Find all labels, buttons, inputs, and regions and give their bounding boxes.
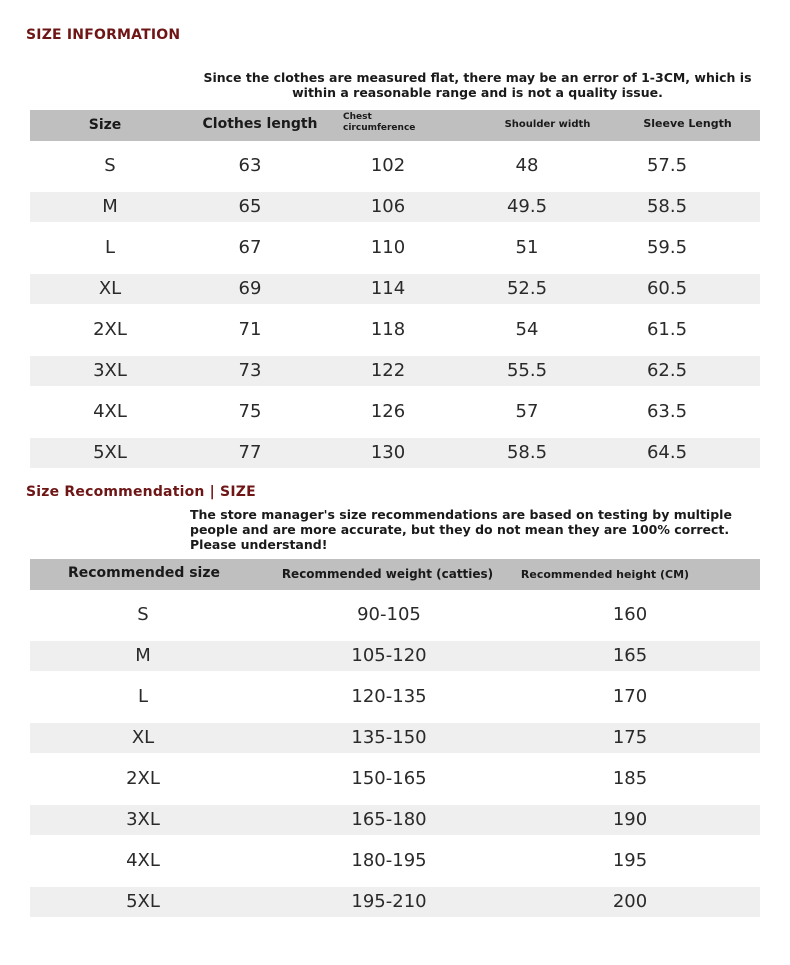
cell-height: 165 xyxy=(612,645,648,666)
cell-weight: 90-105 xyxy=(357,604,421,625)
cell-chest: 106 xyxy=(370,196,406,217)
cell-sleeve: 61.5 xyxy=(646,319,688,340)
table-row xyxy=(30,233,760,263)
cell-weight: 135-150 xyxy=(351,727,427,748)
cell-sleeve: 63.5 xyxy=(646,401,688,422)
table-row xyxy=(30,192,760,222)
cell-weight: 150-165 xyxy=(351,768,427,789)
cell-shoulder: 49.5 xyxy=(506,196,548,217)
cell-size: 3XL xyxy=(126,809,160,830)
table-row xyxy=(30,846,760,876)
header-chest-line2: circumference xyxy=(343,123,416,133)
header-chest-circumference xyxy=(343,112,415,134)
header-size: Size xyxy=(88,117,122,133)
header-recommended-height: Recommended height (CM) xyxy=(520,568,690,581)
cell-chest: 114 xyxy=(370,278,406,299)
cell-size: S xyxy=(104,155,116,176)
cell-size: XL xyxy=(98,278,122,299)
table-row xyxy=(30,600,760,630)
size-information-title: SIZE INFORMATION xyxy=(26,27,181,43)
table-row xyxy=(30,805,760,835)
cell-height: 200 xyxy=(612,891,648,912)
table-row xyxy=(30,641,760,671)
cell-length: 67 xyxy=(238,237,262,258)
header-shoulder-width: Shoulder width xyxy=(504,119,591,130)
cell-length: 75 xyxy=(238,401,262,422)
cell-length: 73 xyxy=(238,360,262,381)
cell-size: L xyxy=(137,686,149,707)
cell-length: 77 xyxy=(238,442,262,463)
header-recommended-weight: Recommended weight (catties) xyxy=(281,567,494,581)
cell-size: M xyxy=(102,196,118,217)
table-row xyxy=(30,764,760,794)
cell-size: 5XL xyxy=(126,891,160,912)
table-row xyxy=(30,356,760,386)
cell-weight: 195-210 xyxy=(351,891,427,912)
cell-shoulder: 58.5 xyxy=(506,442,548,463)
cell-shoulder: 54 xyxy=(515,319,539,340)
cell-size: 3XL xyxy=(93,360,127,381)
cell-sleeve: 57.5 xyxy=(646,155,688,176)
cell-weight: 120-135 xyxy=(351,686,427,707)
cell-shoulder: 55.5 xyxy=(506,360,548,381)
cell-size: 5XL xyxy=(93,442,127,463)
cell-length: 63 xyxy=(238,155,262,176)
table-row xyxy=(30,315,760,345)
cell-chest: 122 xyxy=(370,360,406,381)
table-header xyxy=(30,110,760,141)
table-header xyxy=(30,559,760,590)
cell-shoulder: 52.5 xyxy=(506,278,548,299)
cell-sleeve: 58.5 xyxy=(646,196,688,217)
cell-size: L xyxy=(104,237,116,258)
cell-size: M xyxy=(135,645,151,666)
cell-height: 175 xyxy=(612,727,648,748)
cell-size: 2XL xyxy=(126,768,160,789)
cell-chest: 102 xyxy=(370,155,406,176)
cell-length: 65 xyxy=(238,196,262,217)
cell-size: XL xyxy=(131,727,155,748)
cell-size: 4XL xyxy=(93,401,127,422)
cell-height: 185 xyxy=(612,768,648,789)
cell-sleeve: 64.5 xyxy=(646,442,688,463)
header-sleeve-length: Sleeve Length xyxy=(643,117,732,130)
cell-chest: 126 xyxy=(370,401,406,422)
cell-shoulder: 51 xyxy=(515,237,539,258)
header-recommended-size: Recommended size xyxy=(67,565,221,581)
cell-sleeve: 60.5 xyxy=(646,278,688,299)
table-row xyxy=(30,682,760,712)
table-row xyxy=(30,723,760,753)
cell-chest: 118 xyxy=(370,319,406,340)
recommendation-note: The store manager's size recommendations are based on testing by multiple people and are more accurate, but they do not mean they are 100% correct. Please understand! xyxy=(190,507,732,552)
cell-shoulder: 57 xyxy=(515,401,539,422)
cell-size: S xyxy=(137,604,149,625)
header-chest-line1: Chest xyxy=(343,112,372,122)
cell-sleeve: 59.5 xyxy=(646,237,688,258)
cell-sleeve: 62.5 xyxy=(646,360,688,381)
cell-length: 71 xyxy=(238,319,262,340)
cell-weight: 105-120 xyxy=(351,645,427,666)
cell-shoulder: 48 xyxy=(515,155,539,176)
cell-weight: 180-195 xyxy=(351,850,427,871)
table-row xyxy=(30,151,760,181)
table-row xyxy=(30,274,760,304)
header-clothes-length: Clothes length xyxy=(202,116,318,132)
size-recommendation-title: Size Recommendation | SIZE xyxy=(26,484,256,500)
cell-weight: 165-180 xyxy=(351,809,427,830)
cell-size: 4XL xyxy=(126,850,160,871)
cell-height: 170 xyxy=(612,686,648,707)
table-row xyxy=(30,397,760,427)
cell-chest: 110 xyxy=(370,237,406,258)
measurement-note: Since the clothes are measured flat, there may be an error of 1-3CM, which is within a reasonable range and is not a quality issue. xyxy=(203,70,752,100)
cell-length: 69 xyxy=(238,278,262,299)
table-row xyxy=(30,438,760,468)
cell-chest: 130 xyxy=(370,442,406,463)
cell-size: 2XL xyxy=(93,319,127,340)
cell-height: 195 xyxy=(612,850,648,871)
cell-height: 160 xyxy=(612,604,648,625)
table-row xyxy=(30,887,760,917)
cell-height: 190 xyxy=(612,809,648,830)
